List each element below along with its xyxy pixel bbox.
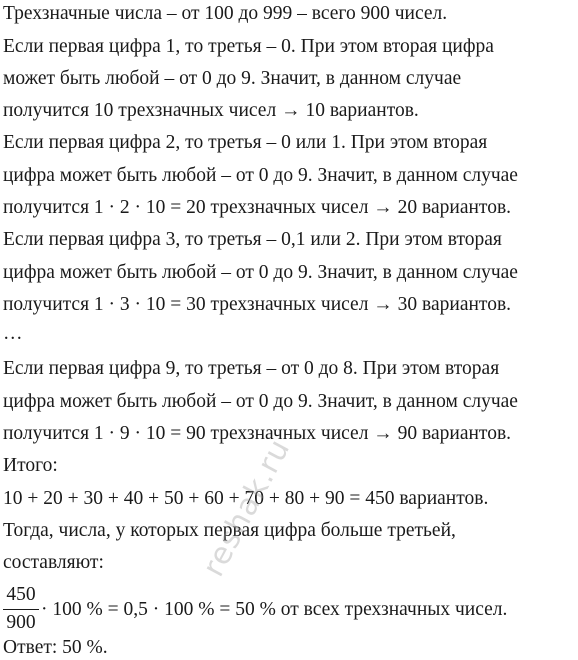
text-line-5: Если первая цифра 2, то третья – 0 или 1. При этом вторая	[3, 132, 488, 153]
text-line-13: получится 1 · 9 · 10 = 90 трехзначных чисел → 90 вариантов.	[3, 423, 512, 444]
total-heading: Итого:	[3, 455, 58, 476]
fraction-rest: · 100 % = 0,5 · 100 % = 50 % от всех трехзначных чисел.	[41, 599, 508, 620]
text-line-9: цифра может быть любой – от 0 до 9. Значит, в данном случае	[3, 262, 518, 283]
fraction-numerator: 450	[6, 584, 36, 605]
text-line-12: цифра может быть любой – от 0 до 9. Значит, в данном случае	[3, 391, 518, 412]
text-line-11: Если первая цифра 9, то третья – от 0 до 8. При этом вторая	[3, 358, 500, 379]
watermark: reshak.ru	[196, 433, 298, 583]
text-line-7: получится 1 · 2 · 10 = 20 трехзначных чисел → 20 вариантов.	[3, 197, 512, 218]
text-line-10: получится 1 · 3 · 10 = 30 трехзначных чисел → 30 вариантов.	[3, 294, 512, 315]
text-line-6: цифра может быть любой – от 0 до 9. Значит, в данном случае	[3, 165, 518, 186]
text-line-15: составляют:	[3, 552, 104, 573]
text-line-8: Если первая цифра 3, то третья – 0,1 или 2. При этом вторая	[3, 229, 502, 250]
text-line-4: получится 10 трехзначных чисел → 10 вариантов.	[3, 100, 419, 121]
text-line-1: Трехзначные числа – от 100 до 999 – всего 900 чисел.	[3, 3, 448, 24]
text-line-14: Тогда, числа, у которых первая цифра больше третьей,	[3, 520, 456, 541]
text-line-3: может быть любой – от 0 до 9. Значит, в данном случае	[3, 68, 462, 89]
ellipsis-line: …	[3, 323, 23, 344]
answer-line: Ответ: 50 %.	[3, 637, 108, 658]
fraction-denominator: 900	[6, 612, 36, 633]
sum-line: 10 + 20 + 30 + 40 + 50 + 60 + 70 + 80 + 90 = 450 вариантов.	[3, 488, 489, 509]
text-line-2: Если первая цифра 1, то третья – 0. При этом вторая цифра	[3, 36, 494, 57]
fraction-bar	[3, 609, 39, 610]
